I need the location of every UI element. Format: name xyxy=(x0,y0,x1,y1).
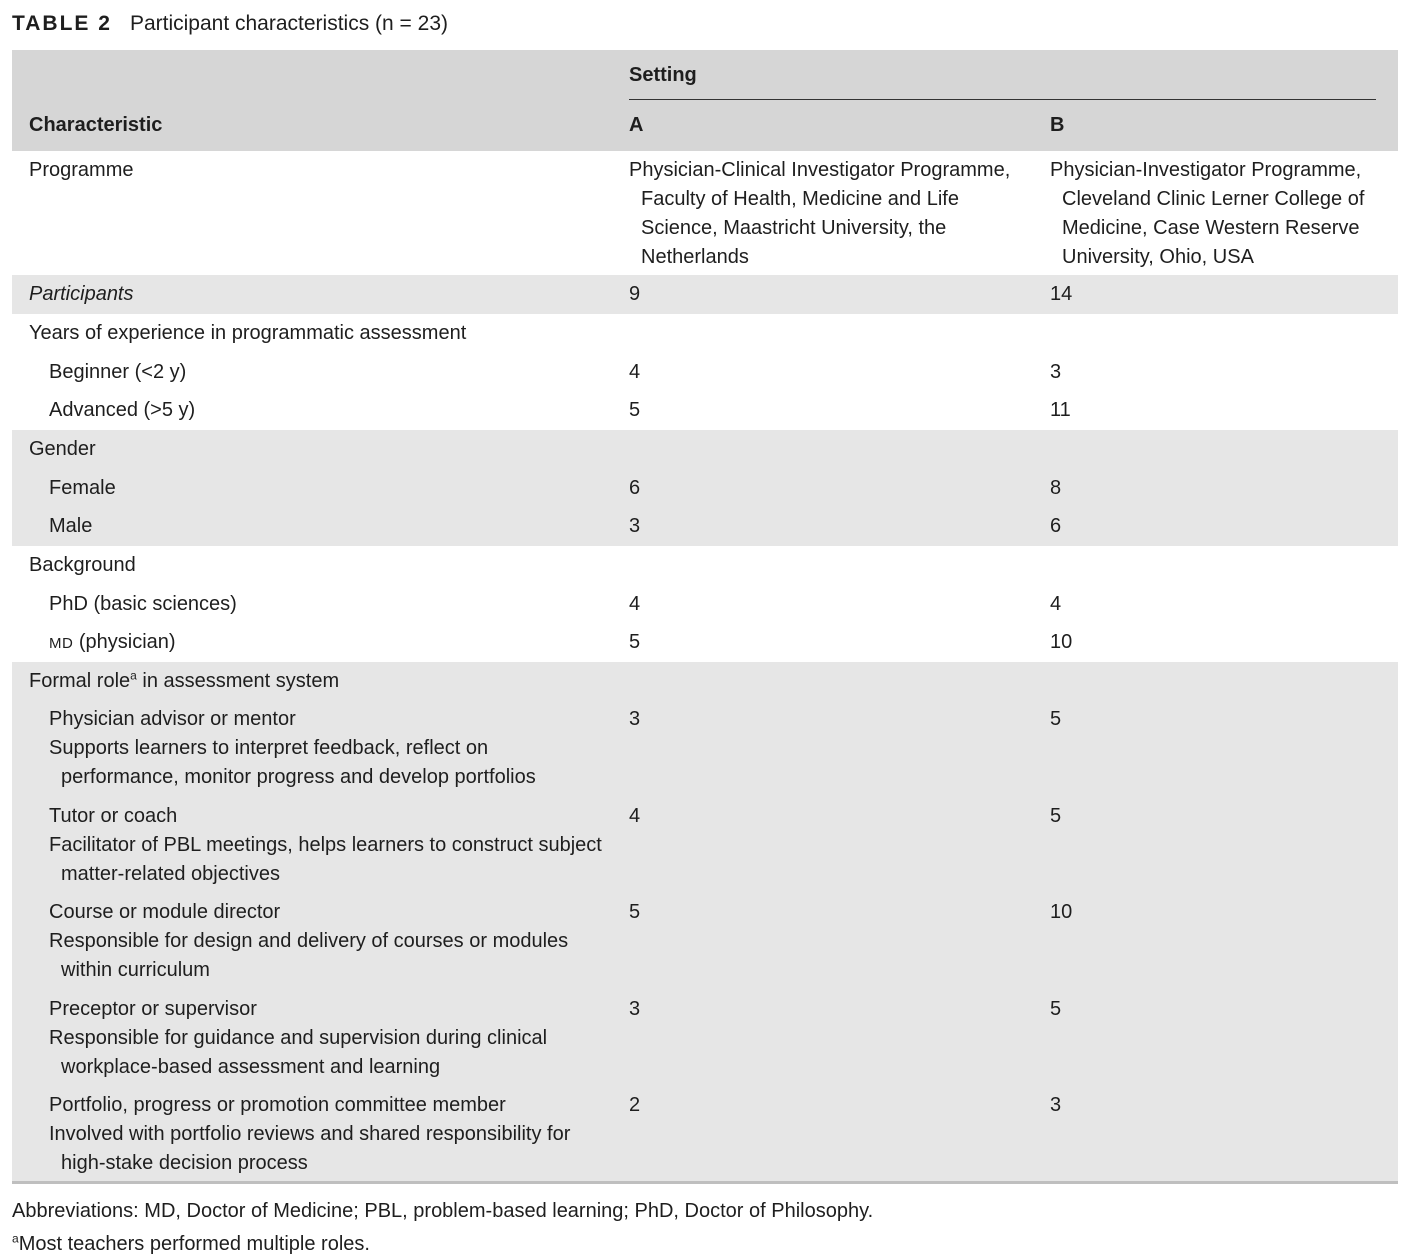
roles-label xyxy=(29,667,609,696)
role-b: 10 xyxy=(1050,901,1073,923)
experience-band xyxy=(12,314,1398,430)
female-a: 6 xyxy=(629,477,641,499)
roles-label-post: in assessment system xyxy=(136,670,340,692)
md-a: 5 xyxy=(629,631,641,653)
participants-label: Participants xyxy=(29,283,134,305)
background-band xyxy=(12,546,1398,662)
beginner-label: Beginner (<2 y) xyxy=(49,361,187,383)
male-a: 3 xyxy=(629,515,641,537)
role-description: Facilitator of PBL meetings, helps learners to construct subject matter-related objectives xyxy=(49,834,602,885)
characteristic-header: Characteristic xyxy=(29,114,163,136)
role-entry xyxy=(29,898,609,985)
role-name: Physician advisor or mentor xyxy=(49,708,296,730)
role-b: 5 xyxy=(1050,708,1062,730)
md-abbr: MD xyxy=(49,635,74,652)
programme-b: Physician-Investigator Programme, Cleveland Clinic Lerner College of Medicine, Case Western Reserve University, Ohio, USA xyxy=(1050,159,1365,268)
abbreviations-footnote: Abbreviations: MD, Doctor of Medicine; PBL, problem-based learning; PhD, Doctor of Philosophy. xyxy=(12,1200,874,1222)
md-text: (physician) xyxy=(73,631,176,653)
footnote-a-text: Most teachers performed multiple roles. xyxy=(18,1233,370,1255)
role-description: Involved with portfolio reviews and shared responsibility for high-stake decision process xyxy=(49,1123,571,1174)
male-label: Male xyxy=(49,515,93,537)
role-name: Portfolio, progress or promotion committee member xyxy=(49,1094,506,1116)
roles-label-pre: Formal role xyxy=(29,670,131,692)
participants-b: 14 xyxy=(1050,283,1073,305)
female-label: Female xyxy=(49,477,116,499)
role-a: 4 xyxy=(629,805,641,827)
column-b-header: B xyxy=(1050,114,1065,136)
role-entry xyxy=(29,802,609,889)
table-title: Participant characteristics (n = 23) xyxy=(129,12,448,35)
spanner-rule xyxy=(629,99,1376,100)
role-description: Responsible for guidance and supervision during clinical workplace-based assessment and learning xyxy=(49,1027,548,1078)
column-a-header: A xyxy=(629,114,644,136)
gender-band xyxy=(12,430,1398,546)
phd-label: PhD (basic sciences) xyxy=(49,593,237,615)
table-label: TABLE 2 xyxy=(12,12,112,35)
table-caption xyxy=(12,10,448,38)
role-a: 5 xyxy=(629,901,641,923)
participants-a: 9 xyxy=(629,283,641,305)
beginner-b: 3 xyxy=(1050,361,1062,383)
female-b: 8 xyxy=(1050,477,1062,499)
advanced-b: 11 xyxy=(1050,399,1071,421)
role-a: 3 xyxy=(629,998,641,1020)
role-entry xyxy=(29,995,609,1082)
programme-label: Programme xyxy=(29,159,134,181)
footnote-a xyxy=(12,1230,370,1258)
participants-band xyxy=(12,275,1398,314)
beginner-a: 4 xyxy=(629,361,641,383)
table-bottom-rule xyxy=(12,1181,1398,1184)
male-b: 6 xyxy=(1050,515,1062,537)
advanced-label: Advanced (>5 y) xyxy=(49,399,196,421)
gender-label: Gender xyxy=(29,438,96,460)
role-description: Responsible for design and delivery of courses or modules within curriculum xyxy=(49,930,569,981)
footnote-a-marker: a xyxy=(12,1231,19,1246)
role-b: 5 xyxy=(1050,805,1062,827)
md-label xyxy=(29,628,609,658)
programme-a: Physician-Clinical Investigator Programme, Faculty of Health, Medicine and Life Science, Maastricht University, the Netherlands xyxy=(629,159,1011,268)
setting-spanner: Setting xyxy=(629,64,697,86)
role-entry xyxy=(29,1091,609,1178)
role-name: Preceptor or supervisor xyxy=(49,998,257,1020)
role-description: Supports learners to interpret feedback, reflect on performance, monitor progress and develop portfolios xyxy=(49,737,536,788)
experience-label: Years of experience in programmatic assessment xyxy=(29,322,467,344)
advanced-a: 5 xyxy=(629,399,641,421)
phd-b: 4 xyxy=(1050,593,1062,615)
programme-band xyxy=(12,151,1398,275)
role-a: 2 xyxy=(629,1094,641,1116)
role-name: Course or module director xyxy=(49,901,281,923)
participant-table xyxy=(12,50,1398,1184)
phd-a: 4 xyxy=(629,593,641,615)
md-b: 10 xyxy=(1050,631,1073,653)
role-b: 3 xyxy=(1050,1094,1062,1116)
background-label: Background xyxy=(29,554,136,576)
roles-band xyxy=(12,662,1398,1181)
table-header xyxy=(12,50,1398,151)
role-entry xyxy=(29,705,609,792)
role-b: 5 xyxy=(1050,998,1062,1020)
footnote-marker: a xyxy=(130,668,137,683)
role-a: 3 xyxy=(629,708,641,730)
role-name: Tutor or coach xyxy=(49,805,178,827)
